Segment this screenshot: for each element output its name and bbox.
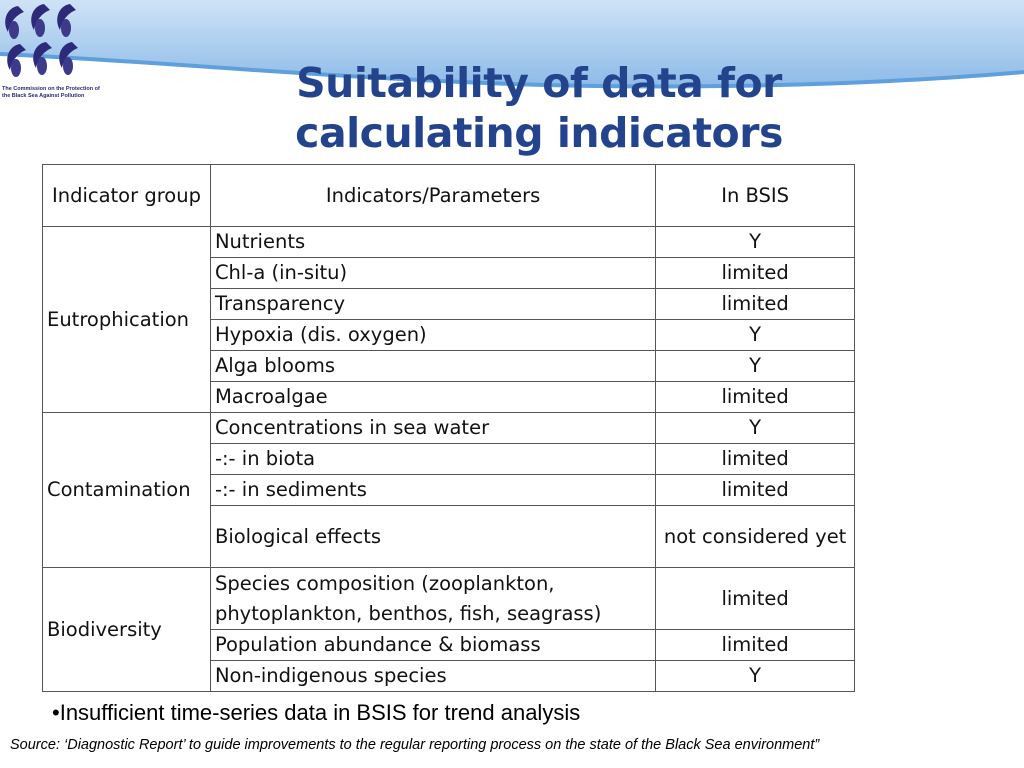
header-in-bsis: In BSIS: [656, 165, 855, 227]
title-line-2: calculating indicators: [295, 109, 783, 157]
indicators-table: [42, 164, 855, 692]
page-title: [230, 58, 848, 158]
bsis-cell: limited: [656, 289, 855, 320]
dolphins-logo-icon: [0, 0, 104, 86]
bsis-cell: Y: [656, 227, 855, 258]
bsis-cell: not considered yet: [656, 506, 855, 568]
param-cell: Population abundance & biomass: [210, 630, 655, 661]
black-sea-commission-logo: [0, 0, 104, 110]
bsis-cell: limited: [656, 258, 855, 289]
param-cell: -:- in sediments: [210, 475, 655, 506]
param-cell: Transparency: [210, 289, 655, 320]
logo-caption: The Commission on the Protection of the Black Sea Against Pollution: [2, 86, 100, 99]
bsis-cell: limited: [656, 475, 855, 506]
param-cell: Concentrations in sea water: [210, 413, 655, 444]
param-cell: -:- in biota: [210, 444, 655, 475]
bsis-cell: limited: [656, 630, 855, 661]
bsis-cell: limited: [656, 568, 855, 630]
bullet-note: •Insufficient time-series data in BSIS for trend analysis: [52, 700, 581, 725]
group-cell-biodiversity: Biodiversity: [43, 568, 211, 692]
group-cell-contamination: Contamination: [43, 413, 211, 568]
source-citation: Source: ‘Diagnostic Report’ to guide improvements to the regular reporting process on the state of the Black Sea environment”: [10, 737, 820, 753]
param-cell: Alga blooms: [210, 351, 655, 382]
bsis-cell: Y: [656, 320, 855, 351]
param-cell: Macroalgae: [210, 382, 655, 413]
param-cell: Non-indigenous species: [210, 661, 655, 692]
bsis-cell: limited: [656, 444, 855, 475]
header-indicator-group: Indicator group: [43, 165, 211, 227]
bsis-cell: Y: [656, 661, 855, 692]
bsis-cell: Y: [656, 351, 855, 382]
bsis-cell: limited: [656, 382, 855, 413]
group-cell-eutrophication: Eutrophication: [43, 227, 211, 413]
table-row: [43, 227, 855, 258]
param-cell: Nutrients: [210, 227, 655, 258]
param-cell: Chl-a (in-situ): [210, 258, 655, 289]
header-parameters: Indicators/Parameters: [210, 165, 655, 227]
table-row: [43, 568, 855, 630]
param-cell: Hypoxia (dis. oxygen): [210, 320, 655, 351]
table-header-row: [43, 165, 855, 227]
table-row: [43, 413, 855, 444]
param-cell: Species composition (zooplankton, phytoplankton, benthos, fish, seagrass): [210, 568, 655, 630]
title-line-1: Suitability of data for: [296, 59, 782, 107]
param-cell: Biological effects: [210, 506, 655, 568]
bsis-cell: Y: [656, 413, 855, 444]
